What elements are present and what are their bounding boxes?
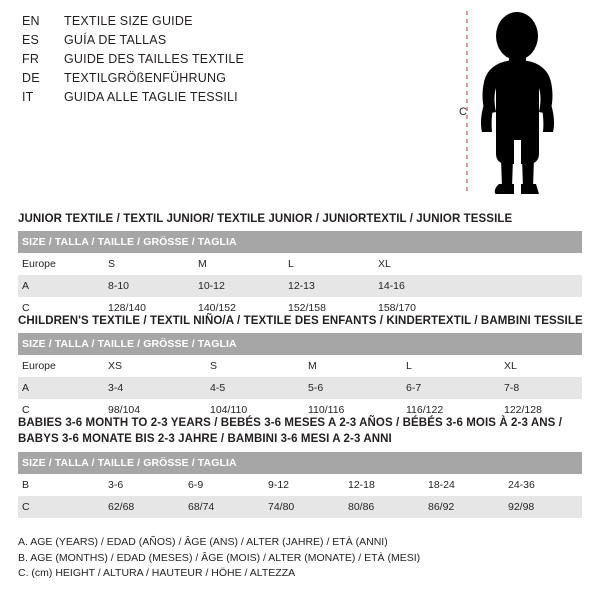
language-code: ES: [22, 33, 40, 47]
cell: S: [108, 253, 198, 275]
cell: 3-6: [108, 474, 188, 496]
table-row: [18, 377, 582, 399]
cell: L: [288, 253, 378, 275]
cell: 4-5: [210, 377, 308, 399]
child-silhouette-figure: [455, 8, 585, 198]
cell: 68/74: [188, 496, 268, 518]
cell: 116/122: [406, 399, 504, 421]
cell: 12-13: [288, 275, 378, 297]
section-title: CHILDREN'S TEXTILE / TEXTIL NIÑO/A / TEXTILE DES ENFANTS / KINDERTEXTIL / BAMBINI TESSILE: [18, 315, 583, 327]
row-label: A: [18, 377, 108, 399]
cell: 74/80: [268, 496, 348, 518]
section-title-line2: BABYS 3-6 MONATE BIS 2-3 JAHRE / BAMBINI 3-6 MESI A 2-3 ANNI: [18, 433, 392, 445]
row-label: C: [18, 496, 108, 518]
cell: 3-4: [108, 377, 210, 399]
header-row: [22, 31, 442, 50]
cell: 6-9: [188, 474, 268, 496]
table-subhead-row: [18, 333, 582, 355]
legend-notes: [18, 535, 582, 582]
subhead-label: SIZE / TALLA / TAILLE / GRÖSSE / TAGLIA: [18, 333, 582, 355]
cell: XS: [108, 355, 210, 377]
table-subhead-row: [18, 231, 582, 253]
language-code: IT: [22, 90, 34, 104]
cell: 86/92: [428, 496, 508, 518]
silhouette-body: [481, 12, 554, 194]
cell: 5-6: [308, 377, 406, 399]
cell: 152/158: [288, 297, 378, 319]
measure-label-c: C: [459, 106, 467, 118]
cell: 110/116: [308, 399, 406, 421]
section-babies-textile: [18, 416, 582, 518]
babies-size-table: [18, 452, 582, 518]
cell: 104/110: [210, 399, 308, 421]
section-title: JUNIOR TEXTILE / TEXTIL JUNIOR/ TEXTILE JUNIOR / JUNIORTEXTIL / JUNIOR TESSILE: [18, 213, 513, 225]
header: [22, 12, 442, 107]
cell: 7-8: [504, 377, 582, 399]
language-code: EN: [22, 14, 40, 28]
header-title: TEXTILE SIZE GUIDE: [64, 14, 193, 28]
cell: 18-24: [428, 474, 508, 496]
cell: 10-12: [198, 275, 288, 297]
cell: [468, 253, 582, 275]
row-label: B: [18, 474, 108, 496]
legend-note: B. AGE (MONTHS) / EDAD (MESES) / ÂGE (MOIS) / ALTER (MONATE) / ETÀ (MESI): [18, 551, 421, 564]
row-label: Europe: [18, 355, 108, 377]
header-row: [22, 12, 442, 31]
row-label: Europe: [18, 253, 108, 275]
junior-size-table: [18, 231, 582, 319]
row-label: C: [18, 297, 108, 319]
subhead-label: SIZE / TALLA / TAILLE / GRÖSSE / TAGLIA: [18, 452, 582, 474]
language-code: DE: [22, 71, 40, 85]
table-subhead-row: [18, 452, 582, 474]
child-silhouette-icon: [455, 8, 585, 198]
cell: 92/98: [508, 496, 582, 518]
table-row: [18, 496, 582, 518]
table-row: [18, 275, 582, 297]
row-label: A: [18, 275, 108, 297]
legend-note: A. AGE (YEARS) / EDAD (AÑOS) / ÂGE (ANS) / ALTER (JAHRE) / ETÀ (ANNI): [18, 536, 388, 548]
cell: 62/68: [108, 496, 188, 518]
subhead-label: SIZE / TALLA / TAILLE / GRÖSSE / TAGLIA: [18, 231, 582, 253]
cell: XL: [378, 253, 468, 275]
section-title: BABIES 3-6 MONTH TO 2-3 YEARS / BEBÉS 3-6 MESES A 2-3 AÑOS / BÉBÉS 3-6 MOIS À 2-3 ANS /: [18, 417, 562, 429]
cell: 6-7: [406, 377, 504, 399]
table-row: [18, 355, 582, 377]
cell: L: [406, 355, 504, 377]
header-title: TEXTILGRÖßENFÜHRUNG: [64, 71, 227, 85]
cell: 8-10: [108, 275, 198, 297]
cell: M: [198, 253, 288, 275]
cell: 24-36: [508, 474, 582, 496]
cell: 12-18: [348, 474, 428, 496]
section-childrens-textile: [18, 315, 582, 421]
table-row: [18, 253, 582, 275]
cell: [468, 275, 582, 297]
cell: S: [210, 355, 308, 377]
header-title: GUIDE DES TAILLES TEXTILE: [64, 52, 245, 66]
children-size-table: [18, 333, 582, 421]
table-row: [18, 474, 582, 496]
section-junior-textile: [18, 213, 582, 319]
cell: M: [308, 355, 406, 377]
legend-note: C. (cm) HEIGHT / ALTURA / HAUTEUR / HÖHE / ALTEZZA: [18, 567, 296, 579]
cell: 14-16: [378, 275, 468, 297]
header-title: GUÍA DE TALLAS: [64, 33, 167, 47]
cell: 80/86: [348, 496, 428, 518]
header-title: GUIDA ALLE TAGLIE TESSILI: [64, 90, 238, 104]
cell: 128/140: [108, 297, 198, 319]
language-code: FR: [22, 52, 40, 66]
header-row: [22, 88, 442, 107]
cell: 98/104: [108, 399, 210, 421]
cell: XL: [504, 355, 582, 377]
cell: 140/152: [198, 297, 288, 319]
cell: 9-12: [268, 474, 348, 496]
cell: 122/128: [504, 399, 582, 421]
header-row: [22, 50, 442, 69]
header-row: [22, 69, 442, 88]
cell: 158/170: [378, 297, 468, 319]
row-label: C: [18, 399, 108, 421]
